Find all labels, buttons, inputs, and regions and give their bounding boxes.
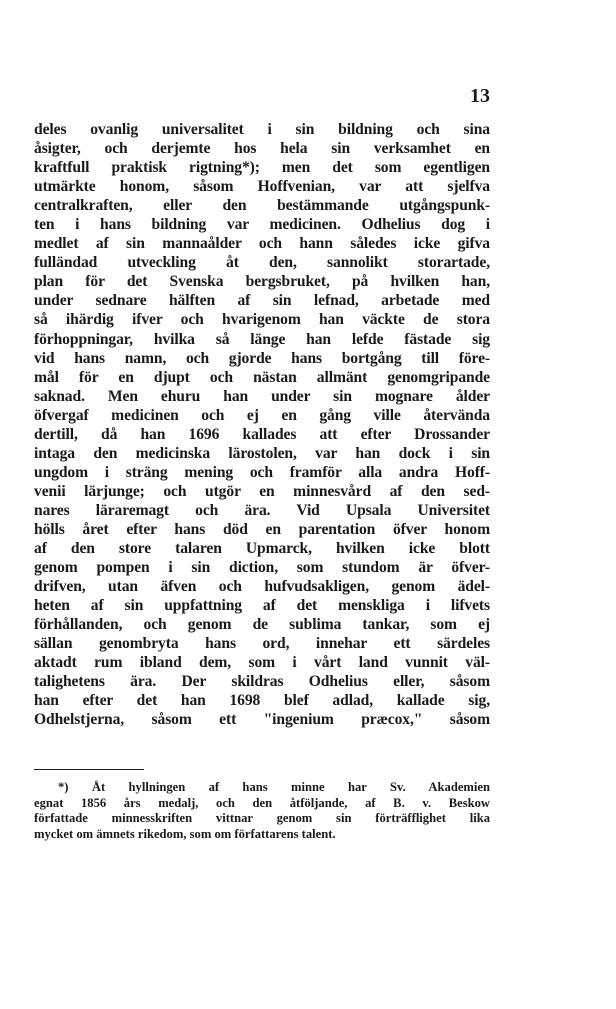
text-line: kraftfull praktisk rigtning*); men det som egentligen	[34, 159, 490, 177]
text-line: under sednare hälften af sin lefnad, arbetade med	[34, 292, 490, 310]
footnote	[34, 780, 490, 842]
text-line: ungdom i sträng mening och framför alla andra Hoff-	[34, 463, 490, 481]
text-line: deles ovanlig universalitet i sin bildning och sina	[34, 121, 490, 138]
text-line: heten af sin uppfattning af det menskliga i lifvets	[34, 597, 490, 615]
text-line: ten i hans bildning var medicinen. Odhelius dog i	[34, 216, 490, 234]
text-line: venii lärjunge; och utgör en minnesvård af den sed-	[34, 482, 490, 500]
text-line: så ihärdig ifver och hvarigenom han väckte de stora	[34, 311, 490, 329]
footnote-divider	[34, 769, 144, 770]
text-line: utmärkte honom, såsom Hoffvenian, var att sjelfva	[34, 178, 490, 196]
text-line: drifven, utan äfven och hufvudsakligen, genom ädel-	[34, 578, 490, 596]
body-text	[34, 120, 490, 730]
text-line: genom pompen i sin diction, som stundom är öfver-	[34, 559, 490, 577]
text-line: förhoppningar, hvilka så länge han lefde fästade sig	[34, 330, 490, 348]
footnote-line: mycket om ämnets rikedom, som om författarens talent.	[34, 826, 336, 841]
text-line: vid hans namn, och gjorde hans bortgång till före-	[34, 349, 490, 367]
text-line: Odhelstjerna, såsom ett "ingenium præcox," såsom	[34, 711, 490, 729]
text-line: han efter det han 1698 blef adlad, kallade sig,	[34, 692, 490, 710]
text-line: mål för en djupt och nästan allmänt genomgripande	[34, 368, 490, 386]
text-line: hölls året efter hans död en parentation öfver honom	[34, 520, 490, 538]
text-line: saknad. Men ehuru han under sin mognare ålder	[34, 387, 490, 405]
text-line: fulländad utveckling åt den, sannolikt storartade,	[34, 254, 490, 272]
text-line: åsigter, och derjemte hos hela sin verksamhet en	[34, 140, 490, 158]
text-line: intaga den medicinska lärostolen, var han dock i sin	[34, 444, 490, 462]
text-line: förhållanden, och genom de sublima tankar, som ej	[34, 616, 490, 634]
text-line: öfvergaf medicinen och ej en gång ville återvända	[34, 406, 490, 424]
text-line: sällan genombryta hans ord, innehar ett särdeles	[34, 635, 490, 653]
text-line: dertill, då han 1696 kallades att efter Drossander	[34, 425, 490, 443]
footnote-line: författade minnesskriften vittnar genom sin förträfflighet lika	[34, 811, 490, 826]
page-number: 13	[470, 85, 490, 107]
footnote-line: egnat 1856 års medalj, och den åtföljande, af B. v. Beskow	[34, 795, 490, 810]
text-line: centralkraften, eller den bestämmande utgångspunk-	[34, 197, 490, 215]
text-line: nares läraremagt och ära. Vid Upsala Universitet	[34, 501, 490, 519]
text-line: plan för det Svenska bergsbruket, på hvilken han,	[34, 273, 490, 291]
text-line: talighetens ära. Der skildras Odhelius eller, såsom	[34, 673, 490, 691]
text-line: medlet af sin mannaålder och hann således icke gifva	[34, 235, 490, 253]
footnote-line: *) Åt hyllningen af hans minne har Sv. Akademien	[58, 780, 490, 794]
text-line: af den store talaren Upmarck, hvilken icke blott	[34, 540, 490, 558]
text-line: aktadt rum ibland dem, som i vårt land vunnit väl-	[34, 654, 490, 672]
